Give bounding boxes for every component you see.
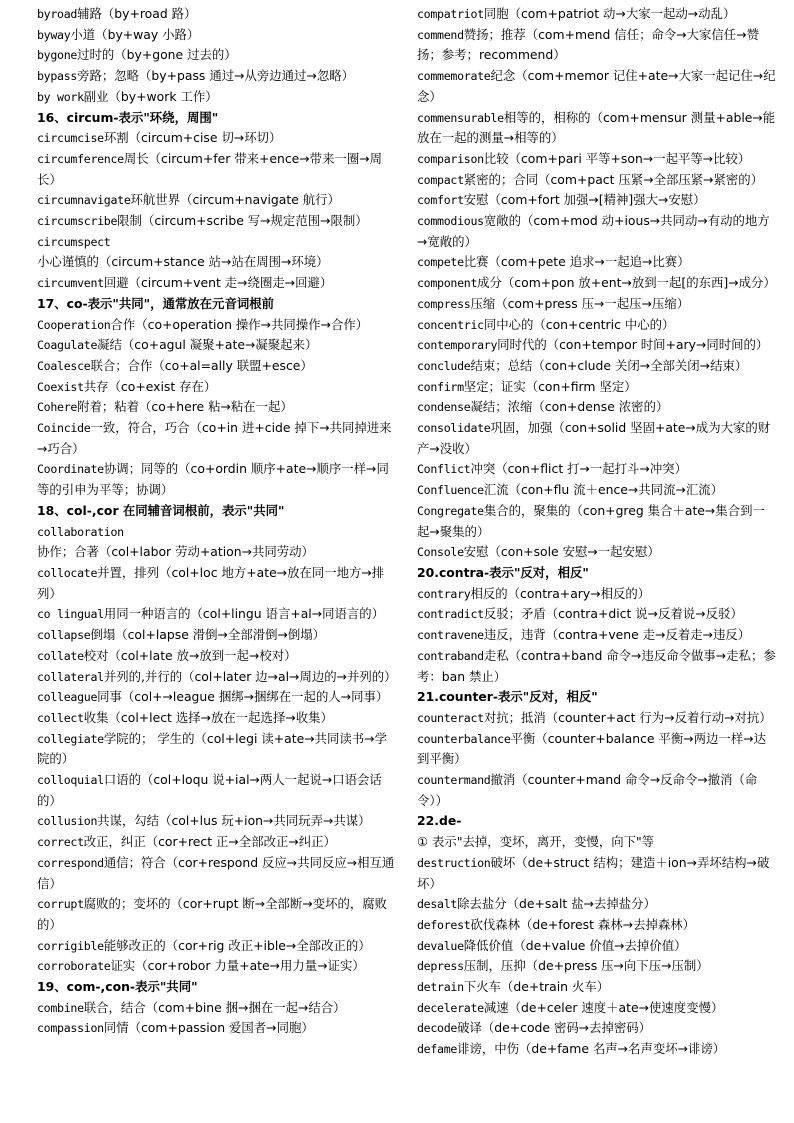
vocab-entry	[417, 211, 777, 252]
vocab-entry	[37, 377, 397, 398]
entry-definition: 平衡（counter+balance 平衡→两边一样→达到平衡）	[417, 730, 766, 767]
entry-definition: ① 表示"去掉，变坏，离开，变慢，向下"等	[417, 834, 655, 850]
vocab-entry	[37, 625, 397, 646]
entry-word: Congregate	[417, 503, 484, 518]
vocab-entry	[417, 170, 777, 191]
vocab-entry	[417, 501, 777, 542]
vocab-entry	[417, 459, 777, 480]
entry-word: Coordinate	[37, 462, 104, 477]
vocab-entry	[37, 459, 397, 500]
entry-definition: 环割（circum+cise 切→环切）	[103, 130, 282, 146]
entry-definition: 并置，排列（col+loc 地方+ate→放在同一地方→排列）	[37, 564, 385, 601]
vocab-entry	[37, 273, 397, 294]
entry-definition: 学院的； 学生的（col+legi 读+ate→共同读书→学院的）	[37, 730, 387, 767]
vocab-entry	[37, 687, 397, 708]
entry-definition: 诽谤，中伤（de+fame 名声→名声变坏→诽谤）	[457, 1041, 726, 1057]
vocab-entry	[417, 335, 777, 356]
entry-word: contrary	[417, 586, 471, 601]
entry-word: Cooperation	[37, 317, 111, 332]
vocab-entry	[417, 397, 777, 418]
entry-definition: 限制（circum+scribe 写→规定范围→限制）	[117, 213, 368, 229]
section-heading: 20.contra-表示"反对，相反"	[417, 564, 589, 580]
entry-word: co lingual	[37, 607, 104, 622]
entry-word: correct	[37, 835, 84, 850]
vocab-entry	[417, 646, 777, 687]
entry-word: Conflict	[417, 462, 471, 477]
entry-word: concentric	[417, 317, 484, 332]
entry-definition: 能够改正的（cor+rig 改正+ible→全部改正的）	[103, 937, 371, 953]
entry-word: countermand	[417, 773, 491, 788]
entry-definition: 凝结（co+agul 凝聚+ate→凝聚起来）	[97, 337, 318, 353]
entry-definition: 并列的,并行的（col+later 边→al→周边的→并列的）	[103, 668, 397, 684]
entry-definition: 过时的（by+gone 过去的）	[77, 47, 237, 63]
entry-word: destruction	[417, 855, 491, 870]
vocab-entry	[37, 4, 397, 25]
vocab-entry	[417, 315, 777, 336]
entry-word: bygone	[37, 48, 78, 63]
entry-definition: 用同一种语言的（col+lingu 语言+al→同语言的）	[103, 606, 385, 622]
entry-definition: 收集（col+lect 选择→放在一起选择→收集）	[83, 709, 333, 725]
entry-word: compatriot	[417, 7, 484, 21]
vocab-entry	[37, 66, 397, 87]
vocab-entry	[37, 936, 397, 957]
entry-word: compact	[417, 172, 464, 187]
entry-definition: 一致，符合，巧合（co+in 进+cide 掉下→共同掉进来→巧合）	[37, 420, 392, 456]
vocab-entry	[37, 956, 397, 977]
vocab-entry	[37, 149, 397, 190]
entry-definition: 降低价值（de+value 价值→去掉价值）	[463, 937, 687, 953]
vocab-entry	[37, 729, 397, 770]
entry-word: colloquial	[37, 773, 104, 788]
entry-word: by work	[37, 89, 84, 104]
entry-word: circumcise	[37, 131, 104, 146]
entry-word: Cohere	[37, 400, 78, 415]
entry-definition: 口语的（col+loqu 说+ial→两人一起说→口语会话的）	[37, 772, 382, 808]
vocab-entry	[417, 956, 777, 977]
entry-word: Console	[417, 545, 464, 560]
vocab-entry	[417, 25, 777, 66]
right-column	[417, 4, 777, 1060]
vocab-entry	[37, 604, 397, 625]
vocab-entry	[417, 853, 777, 894]
entry-definition: 凝结；浓缩（con+dense 浓密的）	[470, 399, 669, 415]
entry-definition: 相反的（contra+ary→相反的）	[470, 585, 651, 601]
entry-word: byroad	[37, 7, 78, 21]
entry-definition: 撤消（counter+mand 命令→反命令→撤消（命令））	[417, 772, 758, 808]
entry-word: collaboration	[37, 524, 124, 539]
entry-definition: 附着；粘着（co+here 粘→粘在一起）	[77, 399, 293, 415]
vocab-entry	[417, 4, 777, 25]
entry-word: collect	[37, 710, 84, 725]
entry-word: confirm	[417, 379, 464, 394]
entry-word: decode	[417, 1021, 458, 1036]
entry-word: contradict	[417, 607, 484, 622]
vocab-entry	[417, 273, 777, 294]
entry-word: compete	[417, 255, 464, 270]
entry-word: comparison	[417, 151, 484, 166]
entry-definition: 回避（circum+vent 走→绕圈走→回避）	[103, 275, 333, 291]
entry-word: bypass	[37, 69, 78, 84]
entry-definition: 证实（cor+robor 力量+ate→用力量→证实）	[110, 958, 365, 974]
vocab-entry	[417, 252, 777, 273]
entry-definition: 比赛（com+pete 追求→一起追→比赛）	[463, 254, 690, 270]
vocab-entry	[37, 646, 397, 667]
vocab-entry	[37, 563, 397, 604]
entry-word: contemporary	[417, 338, 498, 353]
entry-word: counterbalance	[417, 731, 511, 746]
entry-definition: 同时代的（con+tempor 时间+ary→同时间的）	[497, 337, 769, 353]
entry-definition: 结束；总结（con+clude 关闭→全部关闭→结束）	[470, 357, 748, 373]
entry-word: commend	[417, 27, 464, 42]
vocab-entry	[417, 584, 777, 605]
vocab-entry	[37, 45, 397, 66]
entry-word: circumspect	[37, 234, 111, 249]
vocab-entry	[417, 1039, 777, 1060]
vocab-entry	[37, 232, 397, 273]
vocab-entry	[417, 377, 777, 398]
entry-definition: 减速（de+celer 速度＋ate→使速度变慢）	[483, 999, 724, 1015]
entry-definition: 同中心的（con+centric 中心的）	[483, 316, 675, 332]
entry-word: decelerate	[417, 1000, 484, 1015]
entry-word: condense	[417, 400, 471, 415]
entry-definition: 冲突（con+flict 打→一起打斗→冲突）	[470, 461, 687, 477]
vocab-entry	[37, 128, 397, 149]
entry-word: correspond	[37, 855, 104, 870]
entry-word: circumnavigate	[37, 193, 131, 208]
vocab-entry	[417, 625, 777, 646]
vocab-entry	[37, 356, 397, 377]
entry-word: collate	[37, 648, 84, 663]
vocab-entry	[37, 522, 397, 563]
entry-word: desalt	[417, 897, 458, 912]
entry-definition: 共谋，勾结（col+lus 玩+ion→共同玩弄→共谋）	[97, 813, 371, 829]
entry-word: collocate	[37, 565, 98, 580]
entry-definition: 联合，结合（com+bine 捆→捆在一起→结合）	[83, 999, 346, 1015]
vocab-entry	[417, 604, 777, 625]
entry-definition: 赞扬；推荐（com+mend 信任；命令→大家信任→赞扬；参考；recommend）	[417, 26, 759, 63]
entry-word: component	[417, 276, 478, 291]
entry-word: compress	[417, 296, 471, 311]
entry-word: contraband	[417, 648, 484, 663]
entry-definition: 压缩（com+press 压→一起压→压缩）	[470, 295, 690, 311]
entry-definition: 倒塌（col+lapse 滑倒→全部滑倒→倒塌）	[90, 627, 326, 643]
vocab-entry	[37, 853, 397, 894]
entry-word: commodious	[417, 214, 484, 229]
entry-definition: 协调；同等的（co+ordin 顺序+ate→顺序一样→同等的引申为平等；协调）	[37, 461, 389, 498]
vocab-entry	[417, 66, 777, 107]
vocab-entry	[417, 190, 777, 211]
vocab-entry	[417, 729, 777, 770]
entry-definition: 除去盐分（de+salt 盐→去掉盐分）	[457, 896, 656, 912]
vocab-entry	[417, 294, 777, 315]
entry-definition: 巩固，加强（con+solid 坚固+ate→成为大家的财产→没收）	[417, 420, 771, 456]
vocab-entry	[37, 708, 397, 729]
vocab-entry	[37, 770, 397, 811]
entry-definition: 比较（com+pari 平等+son→一起平等→比较）	[483, 150, 751, 166]
section-heading: 16、circum-表示"环绕，周围"	[37, 109, 219, 125]
vocab-entry	[37, 211, 397, 232]
entry-definition: 走私（contra+band 命令→违反命令做事→走私；参考：ban 禁止）	[417, 647, 776, 684]
entry-word: comfort	[417, 193, 464, 208]
entry-definition: 腐败的；变坏的（cor+rupt 断→全部断→变坏的，腐败的）	[37, 896, 388, 932]
entry-definition: 相等的，相称的（com+mensur 测量+able→能放在一起的测量→相等的）	[417, 109, 776, 146]
entry-definition: 紧密的；合同（com+pact 压紧→全部压紧→紧密的）	[463, 171, 764, 187]
entry-definition: 反驳；矛盾（contra+dict 说→反着说→反驳）	[483, 606, 743, 622]
entry-definition: 辅路（by+road 路）	[77, 6, 197, 21]
vocab-entry	[37, 998, 397, 1019]
entry-word: commensurable	[417, 110, 504, 125]
entry-definition: 纪念（com+memor 记住+ate→大家一起记住→纪念）	[417, 68, 776, 104]
entry-definition: 安慰（con+sole 安慰→一起安慰）	[463, 544, 660, 560]
entry-definition: 通信；符合（cor+respond 反应→共同反应→相互通信）	[37, 854, 395, 891]
vocab-entry	[37, 1018, 397, 1039]
entry-word: byway	[37, 27, 71, 42]
entry-word: contravene	[417, 628, 484, 643]
section-heading: 19、com-,con-表示"共同"	[37, 979, 198, 995]
entry-definition: 破译（de+code 密码→去掉密码）	[457, 1020, 652, 1036]
entry-definition: 协作；合著（col+labor 劳动+ation→共同劳动）	[37, 544, 314, 560]
entry-word: corroborate	[37, 959, 111, 974]
vocab-entry	[417, 356, 777, 377]
vocab-entry	[417, 977, 777, 998]
vocab-entry	[37, 315, 397, 336]
left-column	[37, 4, 397, 1039]
vocab-entry	[417, 770, 777, 811]
vocab-entry	[417, 894, 777, 915]
vocab-entry	[37, 397, 397, 418]
section-heading: 18、col-,cor 在同辅音词根前，表示"共同"	[37, 502, 285, 518]
entry-definition: 副业（by+work 工作）	[83, 88, 218, 104]
entry-definition: 集合的，聚集的（con+greg 集合＋ate→集合到一起→聚集的）	[417, 502, 765, 539]
entry-definition: 合作（co+operation 操作→共同操作→合作）	[110, 316, 369, 332]
entry-word: circumscribe	[37, 214, 118, 229]
entry-word: defame	[417, 1042, 458, 1057]
entry-definition: 砍伐森林（de+forest 森林→去掉森林）	[470, 916, 696, 932]
entry-definition: 改正，纠正（cor+rect 正→全部改正→纠正）	[83, 834, 336, 850]
entry-word: collapse	[37, 628, 91, 643]
entry-word: colleague	[37, 690, 98, 705]
section-heading: 17、co-表示"共同"，通常放在元音词根前	[37, 295, 275, 311]
entry-definition: 宽敞的（com+mod 动+ious→共同动→有动的地方→宽敞的）	[417, 213, 770, 249]
entry-word: depress	[417, 959, 464, 974]
entry-word: collateral	[37, 669, 104, 684]
entry-definition: 小心谨慎的（circum+stance 站→站在周围→环境）	[37, 254, 329, 270]
entry-word: counteract	[417, 710, 484, 725]
entry-definition: 环航世界（circum+navigate 航行）	[130, 192, 340, 208]
entry-definition: 同胞（com+patriot 动→大家一起动→动乱）	[483, 6, 736, 21]
vocab-entry	[417, 832, 777, 853]
entry-word: conclude	[417, 358, 471, 373]
vocab-entry	[37, 190, 397, 211]
vocab-entry	[417, 480, 777, 501]
entry-word: collusion	[37, 814, 98, 829]
section-heading: 21.counter-表示"反对，相反"	[417, 689, 598, 705]
entry-word: combine	[37, 1000, 84, 1015]
entry-definition: 旁路；忽略（by+pass 通过→从旁边通过→忽略）	[77, 68, 354, 84]
entry-definition: 压制，压抑（de+press 压→向下压→压制）	[463, 958, 709, 974]
entry-word: corrupt	[37, 897, 84, 912]
entry-definition: 违反，违背（contra+vene 走→反着走→违反）	[483, 627, 751, 643]
section-heading: 22.de-	[417, 813, 462, 829]
entry-word: devalue	[417, 938, 464, 953]
vocab-entry	[417, 418, 777, 459]
vocab-entry	[417, 708, 777, 729]
entry-definition: 对抗；抵消（counter+act 行为→反着行动→对抗）	[483, 709, 772, 725]
entry-word: Confluence	[417, 483, 484, 498]
entry-definition: 汇流（con+flu 流＋ence→共同流→汇流）	[483, 482, 724, 498]
entry-definition: 安慰（com+fort 加强→[精神]强大→安慰）	[463, 192, 706, 208]
vocab-entry	[37, 25, 397, 46]
entry-definition: 校对（col+late 放→放到一起→校对）	[83, 647, 297, 663]
entry-definition: 破坏（de+struct 结构；建造＋ion→弄坏结构→破坏）	[417, 854, 770, 891]
entry-word: collegiate	[37, 731, 104, 746]
vocab-entry	[417, 542, 777, 563]
vocab-entry	[417, 1018, 777, 1039]
vocab-entry	[417, 915, 777, 936]
vocab-entry	[37, 894, 397, 935]
vocab-entry	[37, 811, 397, 832]
entry-definition: 周长（circum+fer 带来+ence→带来一圈→周长）	[37, 150, 383, 187]
entry-word: commemorate	[417, 69, 491, 84]
entry-word: Coincide	[37, 421, 91, 436]
entry-definition: 同事（col+→league 捆绑→捆绑在一起的人→同事）	[97, 689, 389, 705]
entry-definition: 小道（by+way 小路）	[70, 26, 200, 42]
entry-word: compassion	[37, 1021, 104, 1036]
entry-definition: 成分（com+pon 放+ent→放到一起[的东西]→成分）	[477, 275, 776, 291]
vocab-entry	[37, 335, 397, 356]
entry-word: deforest	[417, 917, 471, 932]
entry-definition: 下火车（de+train 火车）	[463, 979, 610, 995]
entry-word: detrain	[417, 980, 464, 995]
entry-word: Coexist	[37, 379, 84, 394]
entry-definition: 坚定；证实（con+firm 坚定）	[463, 378, 637, 394]
entry-word: consolidate	[417, 421, 491, 436]
vocab-entry	[417, 998, 777, 1019]
entry-word: corrigible	[37, 938, 104, 953]
entry-definition: 联合；合作（co+al=ally 联盟+esce）	[90, 357, 313, 373]
entry-word: circumference	[37, 151, 124, 166]
vocab-entry	[417, 149, 777, 170]
entry-word: Coalesce	[37, 358, 91, 373]
vocab-entry	[417, 936, 777, 957]
vocab-entry	[417, 108, 777, 149]
vocab-entry	[37, 418, 397, 459]
vocab-entry	[37, 832, 397, 853]
entry-word: Coagulate	[37, 338, 98, 353]
entry-definition: 共存（co+exist 存在）	[83, 378, 217, 394]
entry-word: circumvent	[37, 276, 104, 291]
vocab-entry	[37, 87, 397, 108]
vocab-entry	[37, 667, 397, 688]
entry-definition: 同情（com+passion 爱国者→同胞）	[103, 1020, 314, 1036]
